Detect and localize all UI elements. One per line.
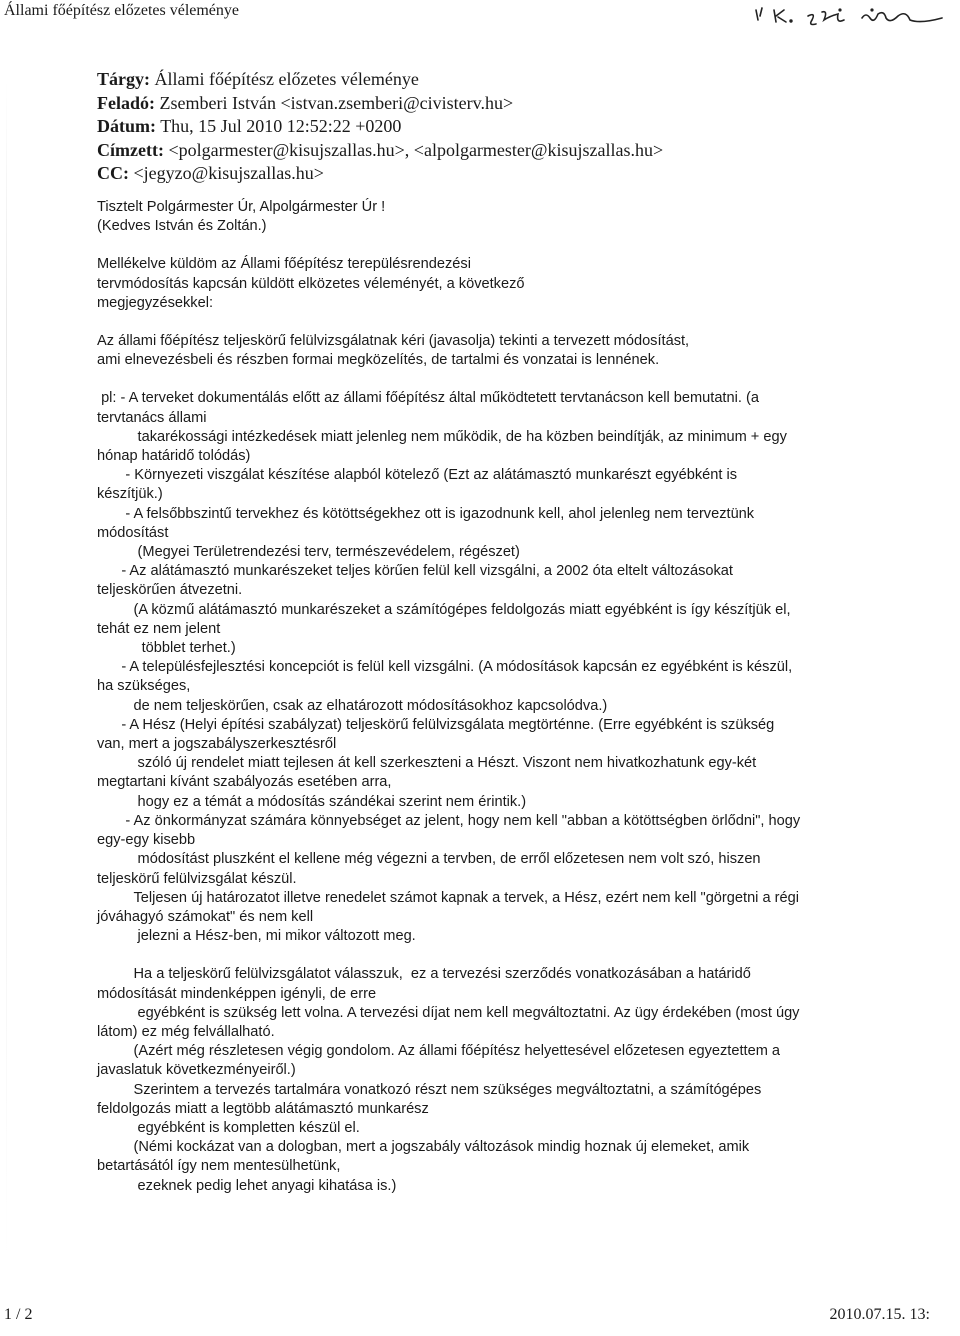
subject-row [97,68,663,92]
to-label: Címzett: [97,139,164,160]
body-line: hónap határidő tolódás) [97,448,251,465]
body-line: Az állami főépítész teljeskörű felülvizsgálatnak kéri (javasolja) tekinti a tervezett módosítást, [97,333,690,350]
cc-label: CC: [97,163,129,183]
greeting-line: Tisztelt Polgármester Úr, Alpolgármester Úr ! [97,199,386,215]
body-line: tehát ez nem jelent [97,620,221,637]
from-row [97,92,663,116]
to-row [97,139,663,163]
body-line: szóló új rendelet miatt tejlesen át kell szerkeszteni a Hészt. Viszont nem hivatkozhatunk egy-két [97,755,757,772]
body-line: (Némi kockázat van a dologban, mert a jogszabály változások mindig hoznak új elemeket, amik [97,1139,750,1156]
body-line: módosítást pluszként el kellene még végezni a tervben, de erről előzetesen nem volt szó, hiszen [97,851,761,868]
intro-line: megjegyzésekkel: [97,294,213,311]
body-line: - Az alátámasztó munkarészeket teljes körűen felül kell vizsgálni, a 2002 óta eltelt változásokat [97,563,733,580]
body-line: megtartani kívánt szabályozás esetében arra, [97,774,392,791]
body-line: feldolgozás miatt a legtöbb alátámasztó munkarész [97,1100,429,1117]
date-label: Dátum: [97,116,156,136]
page-number: 1 / 2 [4,1306,33,1323]
body-line: jóváhagyó számokat" és nem kell [97,908,314,925]
handwritten-signature [750,2,950,30]
body-line: Teljesen új határozatot illetve renedelet számot kapnak a tervek, a Hész, ezért nem kell "görgetni a régi [97,889,799,906]
body-line: látom) ez még felvállalható. [97,1023,275,1040]
body-line: - A településfejlesztési koncepciót is felül kell vizsgálni. (A módosítások kapcsán ez egyébként is készül, [97,659,793,676]
body-line: ami elnevezésbeli és részben formai megközelítés, de tartalmi és vonzatai is lennének. [97,352,660,369]
intro-line: Mellékelve küldöm az Állami főépítész terepülésrendezési [97,256,471,273]
print-timestamp: 2010.07.15. 13: [829,1306,930,1323]
body-line: (Megyei Területrendezési terv, természevédelem, régészet) [97,544,520,561]
intro-line: tervmódosítás kapcsán küldött elközetes véleményét, a következő [97,275,525,292]
cc-value: <jegyzo@kisujszallas.hu> [133,163,324,183]
from-label: Feladó: [97,92,155,113]
body-line: ha szükséges, [97,678,191,695]
subject-label: Tárgy: [97,69,150,89]
body-line: Szerintem a tervezés tartalmára vonatkozó részt nem szükséges megváltoztatni, a számítógépes [97,1081,762,1098]
scan-edge-artifact [6,80,7,1260]
body-line: jelezni a Hész-ben, mi mikor változott meg. [97,928,416,945]
body-line: - A Hész (Helyi építési szabályzat) teljeskörű felülvizsgálata megtörténne. (Erre egyébként is szükség [97,716,775,733]
body-line: egy-egy kisebb [97,832,196,849]
date-row [97,115,663,139]
body-line: módosítását mindenképpen igényli, de erre [97,985,377,1002]
body-line: van, mert a jogszabályszerkesztésről [97,736,337,753]
body-line: Ha a teljeskörű felülvizsgálatot válasszuk, ez a tervezési szerződés vonatkozásában a határidő [97,966,751,983]
body-line: (Azért még részletesen végig gondolom. Az állami főépítész helyettesével előzetesen egyeztettem a [97,1043,781,1060]
body-line: javaslatuk következményeiről.) [97,1062,296,1079]
body-line: - Környezeti viszgálat készítése alapból kötelező (Ezt az alátámasztó munkarészt egyébként is [97,467,738,484]
body-line: betartásától így nem mentesülhetünk, [97,1158,341,1175]
greeting-line: (Kedves István és Zoltán.) [97,218,267,235]
page-header-title: Állami főépítész előzetes véleménye [4,2,240,19]
body-line: egyébként is szükség lett volna. A tervezési díjat nem kell megváltoztatni. Az ügy érdekében (most úgy [97,1004,800,1021]
body-line: tervtanács állami [97,409,207,426]
body-line: készítjük.) [97,486,163,503]
from-value: Zsemberi István <istvan.zsemberi@civisterv.hu> [159,92,514,113]
body-line: hogy ez a témát a módosítás szándékai szerint nem érintik.) [97,793,527,810]
body-line: - A felsőbbszintű tervekhez és kötöttségekhez ott is igazodnunk kell, ahol jelenleg nem terveztünk [97,505,755,522]
body-line: takarékossági intézkedések miatt jelenleg nem működik, de ha közben beindítják, az minimum + egy [97,428,787,445]
body-line: teljeskörűen átvezetni. [97,582,243,599]
email-body [97,198,897,1196]
subject-value: Állami főépítész előzetes véleménye [154,69,419,89]
body-line: egyébként is kompletten készül el. [97,1119,360,1136]
body-line: többlet terhet.) [97,640,236,657]
body-line: (A közmű alátámasztó munkarészeket a számítógépes feldolgozás miatt egyébként is így készítjük el, [97,601,791,618]
body-line: de nem teljeskörűen, csak az elhatározott módosításokhoz kapcsolódva.) [97,697,608,714]
to-value: <polgarmester@kisujszallas.hu>, <alpolgarmester@kisujszallas.hu> [168,139,664,160]
body-line: módosítást [97,524,169,541]
body-line: - Az önkormányzat számára könnyebséget az jelent, hogy nem kell "abban a kötöttségben örlődni", hogy [97,812,801,829]
email-headers [97,68,663,186]
body-line: pl: - A terveket dokumentálás előtt az állami főépítész által működtetett tervtanácson kell bemutatni. (a [97,390,759,407]
body-line: ezeknek pedig lehet anyagi kihatása is.) [97,1177,397,1194]
cc-row [97,162,663,186]
body-line: teljeskörű felülvizsgálat készül. [97,870,297,887]
date-value: Thu, 15 Jul 2010 12:52:22 +0200 [160,116,402,136]
